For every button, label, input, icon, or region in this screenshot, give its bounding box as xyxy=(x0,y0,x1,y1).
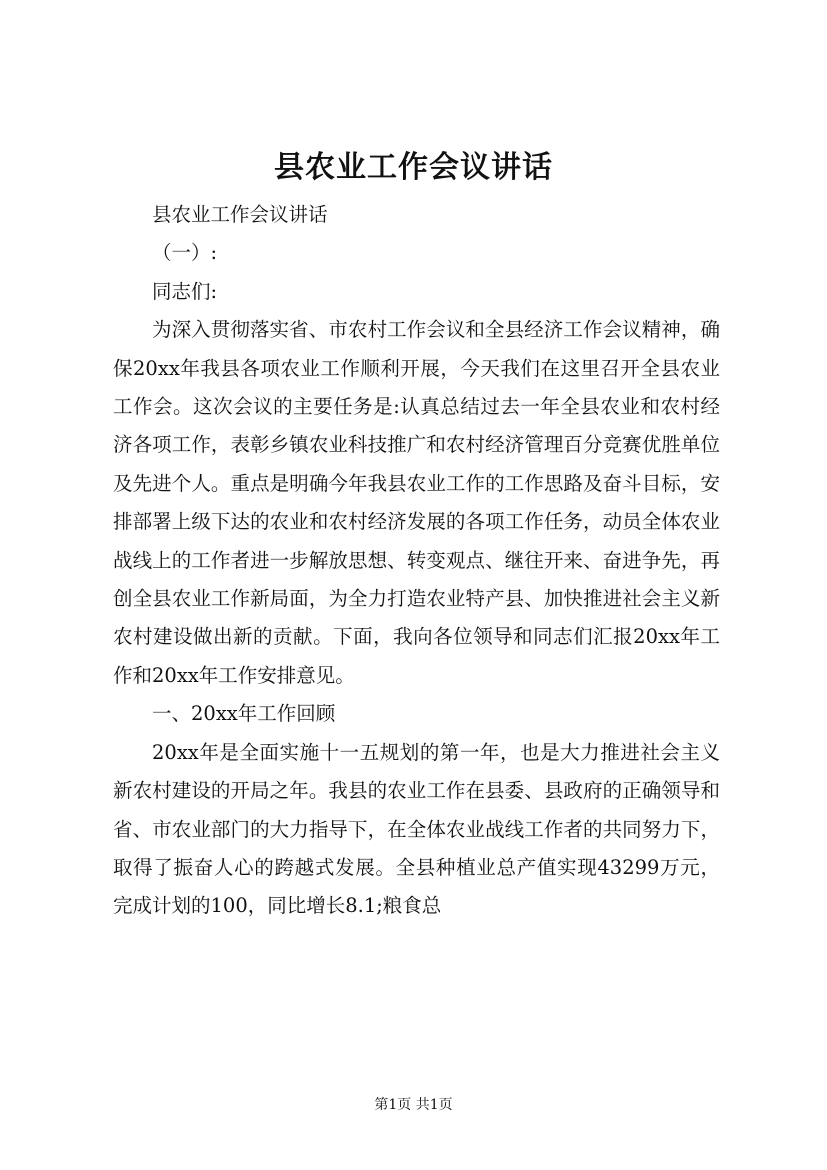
paragraph-salutation: 同志们: xyxy=(152,279,218,303)
paragraph-heading-review: 一、20xx年工作回顾 xyxy=(152,702,336,726)
paragraph-subtitle: 县农业工作会议讲话 xyxy=(152,203,328,226)
page-footer: 第1页 共1页 xyxy=(374,1097,453,1113)
document-title: 县农业工作会议讲话 xyxy=(274,150,553,185)
paragraph-section-mark: （一）: xyxy=(152,241,218,265)
paragraph-review: 20xx年是全面实施十一五规划的第一年，也是大力推进社会主义新农村建设的开局之年。我县的农业工作在县委、县政府的正确领导和省、市农业部门的大力指导下，在全体农业战线工作者的共同努力下，取得了振奋人心的跨越式发展。全县种植业总产值实现43299万元，完成计划的100，同比增长8.1;粮食总 xyxy=(113,740,720,918)
document-body xyxy=(113,196,720,926)
paragraph-intro: 为深入贯彻落实省、市农村工作会议和全县经济工作会议精神，确保20xx年我县各项农业工作顺利开展，今天我们在这里召开全县农业工作会。这次会议的主要任务是:认真总结过去一年全县农业和农村经济各项工作，表彰乡镇农业科技推广和农村经济管理百分竞赛优胜单位及先进个人。重点是明确今年我县农业工作的工作思路及奋斗目标，安排部署上级下达的农业和农村经济发展的各项工作任务，动员全体农业战线上的工作者进一步解放思想、转变观点、继往开来、奋进争先，再创全县农业工作新局面，为全力打造农业特产县、加快推进社会主义新农村建设做出新的贡献。下面，我向各位领导和同志们汇报20xx年工作和20xx年工作安排意见。 xyxy=(113,318,720,687)
